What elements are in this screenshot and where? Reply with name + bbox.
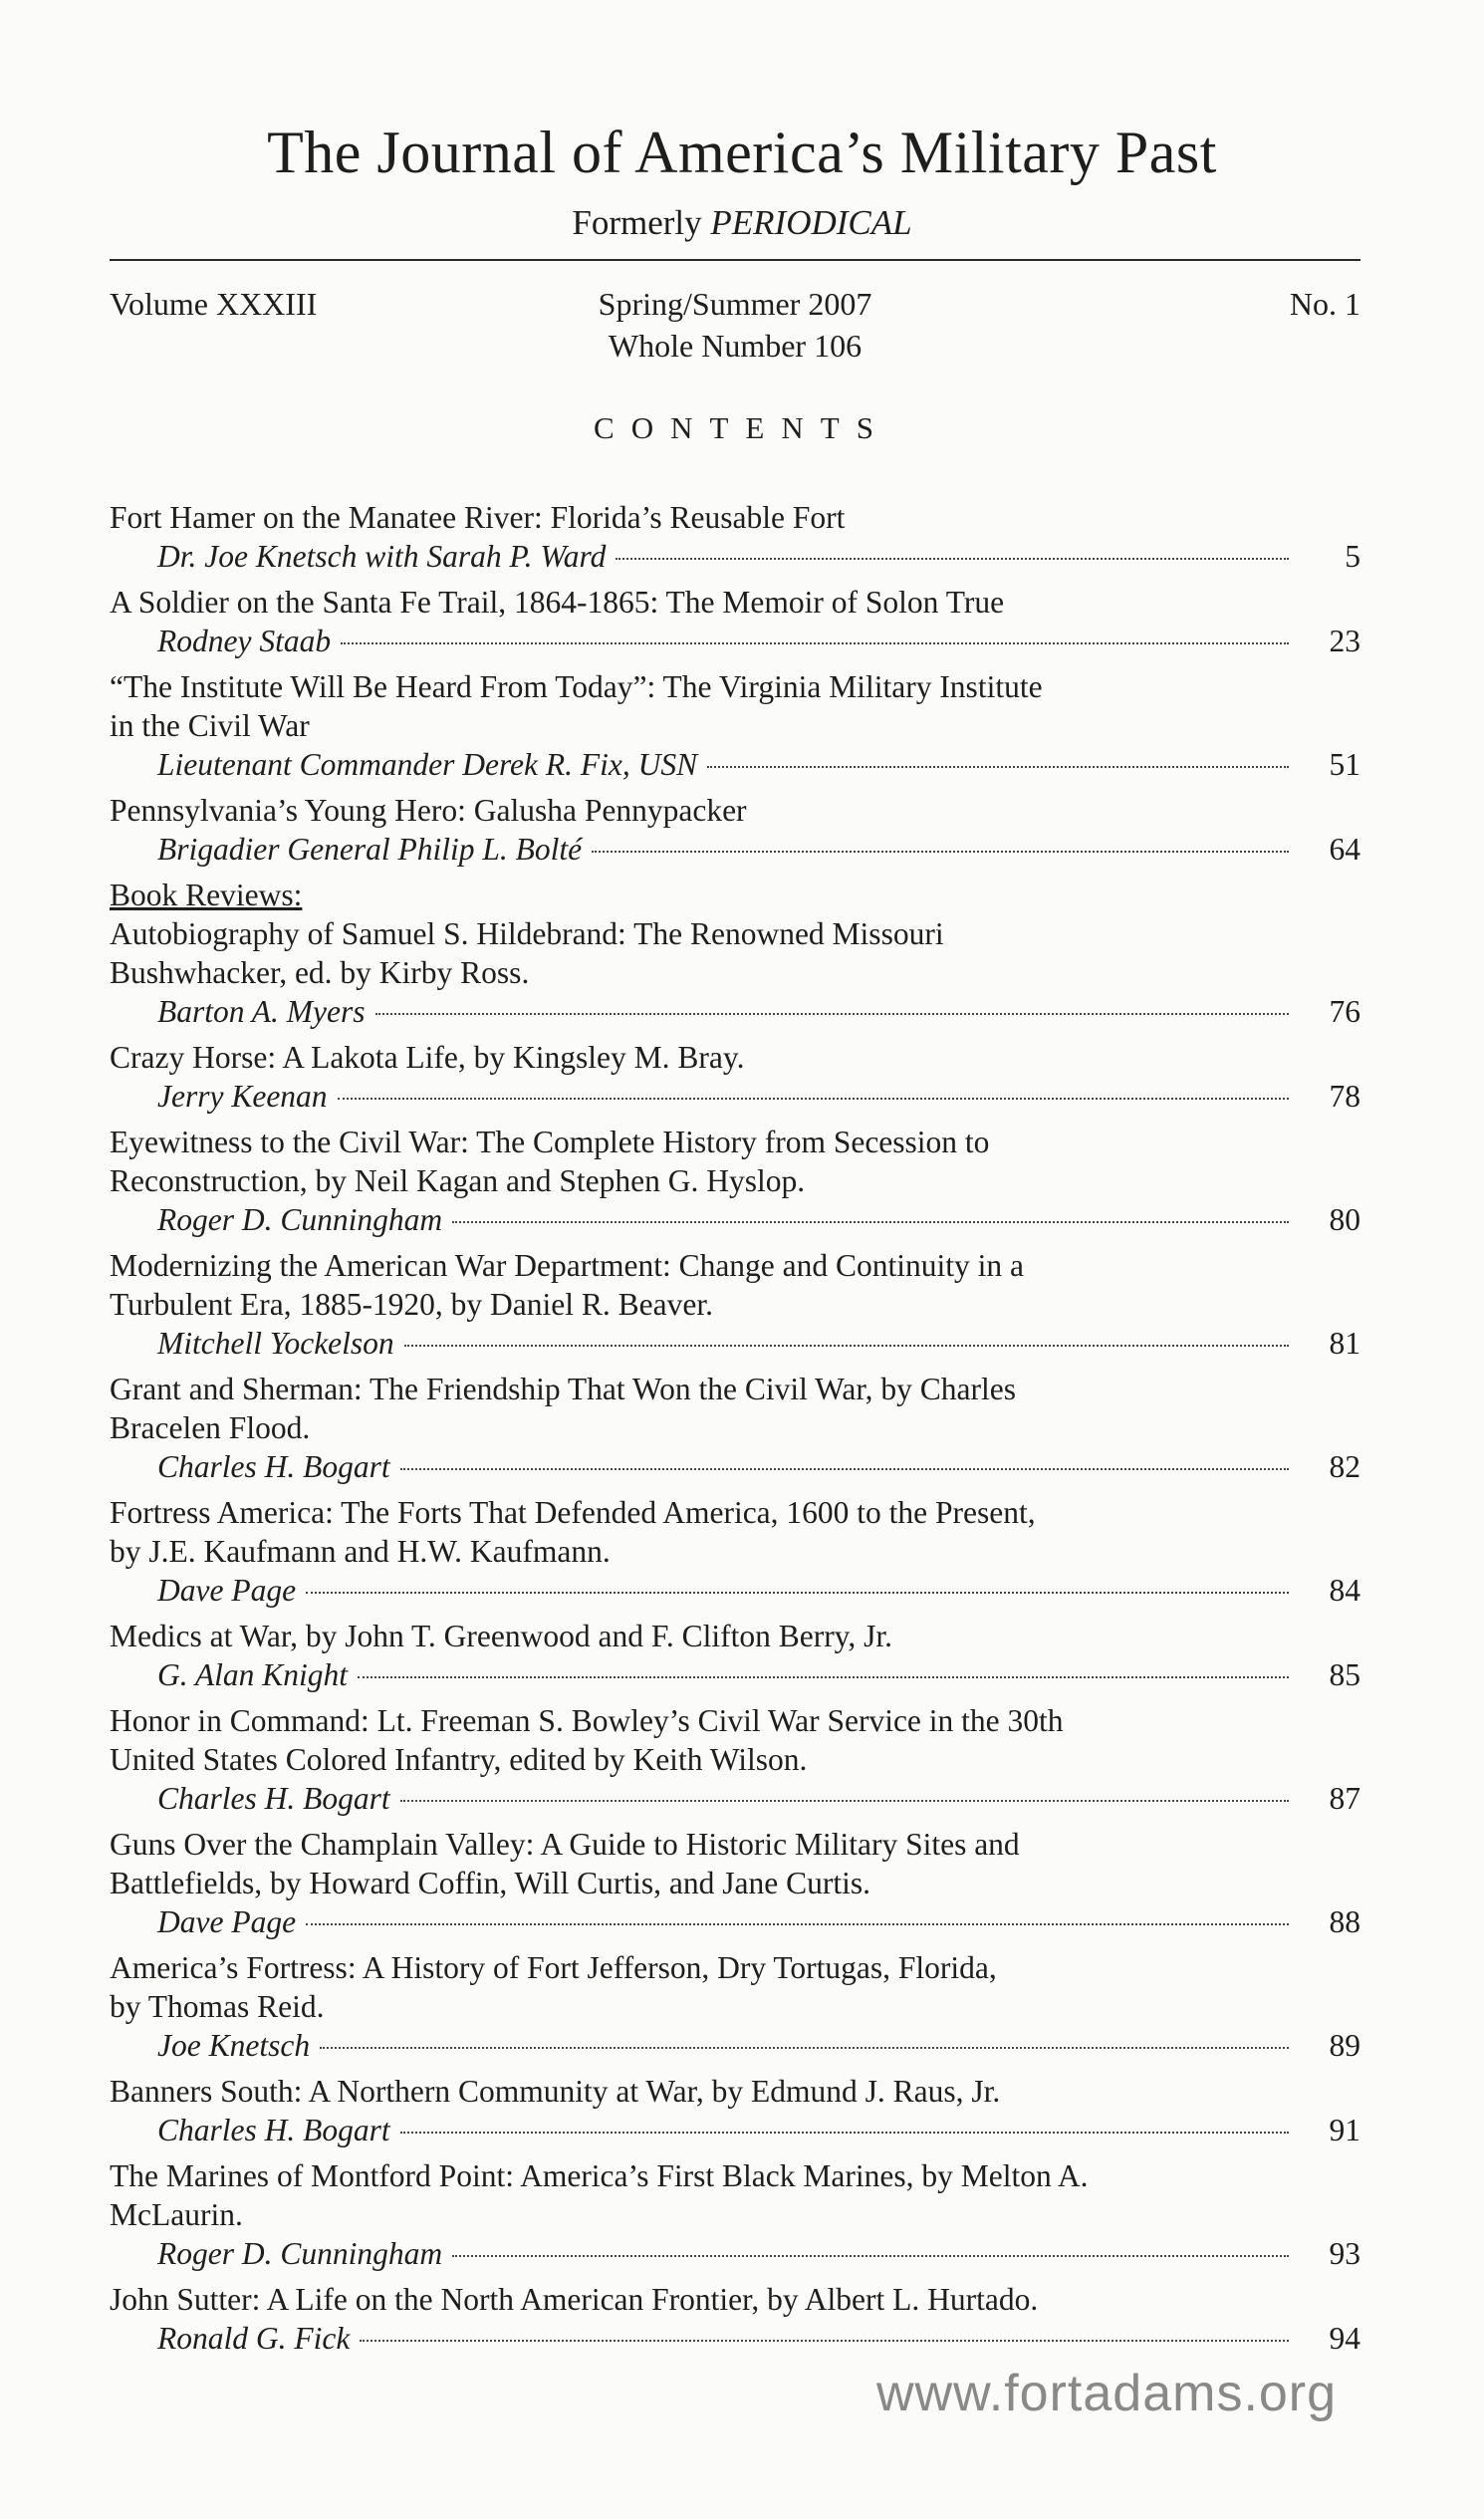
entry-page-number: 94 xyxy=(1329,2321,1360,2356)
entry-page-number: 89 xyxy=(1329,2028,1360,2063)
reviews-list xyxy=(110,914,1360,2358)
entry-byline xyxy=(110,1655,1360,1694)
dot-leader xyxy=(341,642,1289,644)
dot-leader xyxy=(592,851,1289,853)
entry-title-line: Grant and Sherman: The Friendship That Won the Civil War, by Charles xyxy=(110,1372,1016,1406)
entry-byline xyxy=(110,830,1360,869)
toc-entry xyxy=(110,1246,1360,1363)
entry-author: Rodney Staab xyxy=(157,624,332,658)
entry-title-line: Bracelen Flood. xyxy=(110,1410,311,1445)
entry-title-line: by Thomas Reid. xyxy=(110,1989,325,2024)
entry-byline xyxy=(110,1447,1360,1486)
entry-page-number: 91 xyxy=(1329,2113,1360,2147)
entry-byline xyxy=(110,1779,1360,1818)
entry-byline xyxy=(110,537,1360,576)
volume-label: Volume XXXIII xyxy=(110,286,318,322)
journal-subtitle xyxy=(0,201,1484,245)
dot-leader xyxy=(452,1221,1289,1223)
entry-title-line: Reconstruction, by Neil Kagan and Stephen G. Hyslop. xyxy=(110,1163,806,1198)
dot-leader xyxy=(452,2255,1289,2257)
entry-title-line: Modernizing the American War Department: Change and Continuity in a xyxy=(110,1248,1025,1283)
entry-page-number: 82 xyxy=(1329,1449,1360,1484)
book-reviews-label: Book Reviews: xyxy=(110,878,303,912)
entry-page-number: 76 xyxy=(1329,994,1360,1029)
toc-entry xyxy=(110,914,1360,1031)
toc-entry xyxy=(110,667,1360,784)
entry-title-line: United States Colored Infantry, edited by Keith Wilson. xyxy=(110,1742,808,1777)
header-rule xyxy=(110,259,1360,261)
whole-number-label: Whole Number 106 xyxy=(608,328,863,364)
entry-author: Lieutenant Commander Derek R. Fix, USN xyxy=(157,747,698,782)
entry-page-number: 5 xyxy=(1345,539,1360,574)
entry-title-line: by J.E. Kaufmann and H.W. Kaufmann. xyxy=(110,1534,611,1569)
issue-number-label: No. 1 xyxy=(1289,286,1360,322)
entry-author: Charles H. Bogart xyxy=(157,2113,390,2147)
entry-page-number: 93 xyxy=(1329,2236,1360,2271)
entry-author: Roger D. Cunningham xyxy=(157,1202,443,1237)
toc-entry xyxy=(110,2156,1360,2273)
entry-title-line: Battlefields, by Howard Coffin, Will Curtis, and Jane Curtis. xyxy=(110,1866,870,1900)
entry-byline xyxy=(110,2111,1360,2149)
entry-title-line: America’s Fortress: A History of Fort Jefferson, Dry Tortugas, Florida, xyxy=(110,1950,997,1985)
dot-leader xyxy=(306,1592,1289,1594)
contents-heading: CONTENTS xyxy=(594,410,890,445)
toc-entry xyxy=(110,2280,1360,2358)
masthead xyxy=(0,118,1484,245)
entry-author: G. Alan Knight xyxy=(157,1657,349,1692)
dot-leader xyxy=(400,2132,1289,2134)
entry-author: Mitchell Yockelson xyxy=(157,1326,394,1361)
entry-title-line: in the Civil War xyxy=(110,708,310,743)
entry-byline xyxy=(110,2319,1360,2358)
entry-byline xyxy=(110,2234,1360,2273)
entry-title-line: Fortress America: The Forts That Defended America, 1600 to the Present, xyxy=(110,1495,1036,1530)
entry-page-number: 23 xyxy=(1329,624,1360,658)
toc-entry xyxy=(110,1701,1360,1818)
entry-title-line: A Soldier on the Santa Fe Trail, 1864-1865: The Memoir of Solon True xyxy=(110,585,1005,620)
entry-page-number: 84 xyxy=(1329,1573,1360,1608)
entry-byline xyxy=(110,2026,1360,2065)
toc-entry xyxy=(110,1617,1360,1694)
entry-author: Dave Page xyxy=(157,1573,297,1608)
entry-author: Dr. Joe Knetsch with Sarah P. Ward xyxy=(157,539,607,574)
entry-title-line: Pennsylvania’s Young Hero: Galusha Pennypacker xyxy=(110,793,747,828)
entry-title-line: Medics at War, by John T. Greenwood and F. Clifton Berry, Jr. xyxy=(110,1619,893,1653)
entry-byline xyxy=(110,1902,1360,1941)
toc-entry xyxy=(110,1825,1360,1941)
entry-title-line: Honor in Command: Lt. Freeman S. Bowley’s Civil War Service in the 30th xyxy=(110,1703,1064,1738)
entry-title-line: Autobiography of Samuel S. Hildebrand: The Renowned Missouri xyxy=(110,916,944,951)
entry-author: Ronald G. Fick xyxy=(157,2321,351,2356)
entry-byline xyxy=(110,1200,1360,1239)
entry-title-line: Eyewitness to the Civil War: The Complete History from Secession to xyxy=(110,1125,990,1159)
toc-entry xyxy=(110,1370,1360,1486)
entry-author: Jerry Keenan xyxy=(157,1079,328,1114)
entry-author: Roger D. Cunningham xyxy=(157,2236,443,2271)
entry-page-number: 87 xyxy=(1329,1781,1360,1816)
toc-entry xyxy=(110,1493,1360,1610)
toc-entry xyxy=(110,583,1360,660)
articles-list xyxy=(110,498,1360,869)
toc-entry xyxy=(110,791,1360,869)
entry-page-number: 80 xyxy=(1329,1202,1360,1237)
dot-leader xyxy=(616,558,1289,560)
entry-page-number: 88 xyxy=(1329,1904,1360,1939)
entry-byline xyxy=(110,1571,1360,1610)
entry-title-line: Bushwhacker, ed. by Kirby Ross. xyxy=(110,955,530,990)
dot-leader xyxy=(400,1800,1289,1802)
entry-byline xyxy=(110,745,1360,784)
entry-title-line: Banners South: A Northern Community at War, by Edmund J. Raus, Jr. xyxy=(110,2074,1001,2109)
entry-author: Barton A. Myers xyxy=(157,994,366,1029)
entry-author: Brigadier General Philip L. Bolté xyxy=(157,832,583,867)
dot-leader xyxy=(320,2047,1289,2049)
subtitle-periodical: PERIODICAL xyxy=(710,203,912,242)
journal-title: The Journal of America’s Military Past xyxy=(267,120,1217,185)
dot-leader xyxy=(338,1098,1289,1100)
dot-leader xyxy=(358,1676,1289,1678)
entry-title-line: Turbulent Era, 1885-1920, by Daniel R. Beaver. xyxy=(110,1287,713,1322)
toc-entry xyxy=(110,1038,1360,1116)
entry-title-line: Fort Hamer on the Manatee River: Florida’s Reusable Fort xyxy=(110,500,846,535)
entry-author: Charles H. Bogart xyxy=(157,1781,390,1816)
entry-byline xyxy=(110,1324,1360,1363)
toc-entry xyxy=(110,2072,1360,2149)
entry-title-line: Crazy Horse: A Lakota Life, by Kingsley M. Bray. xyxy=(110,1040,745,1075)
dot-leader xyxy=(306,1923,1289,1925)
entry-byline xyxy=(110,992,1360,1031)
issue-date-block xyxy=(110,283,1360,367)
entry-author: Dave Page xyxy=(157,1904,297,1939)
entry-title-line: The Marines of Montford Point: America’s First Black Marines, by Melton A. xyxy=(110,2158,1089,2193)
entry-byline xyxy=(110,1077,1360,1116)
entry-title-line: Guns Over the Champlain Valley: A Guide to Historic Military Sites and xyxy=(110,1827,1020,1862)
entry-page-number: 85 xyxy=(1329,1657,1360,1692)
entry-author: Charles H. Bogart xyxy=(157,1449,390,1484)
entry-page-number: 78 xyxy=(1329,1079,1360,1114)
toc-entry xyxy=(110,498,1360,576)
toc-entry xyxy=(110,1948,1360,2065)
entry-byline xyxy=(110,622,1360,660)
entry-page-number: 64 xyxy=(1329,832,1360,867)
toc-entry xyxy=(110,1123,1360,1239)
entry-page-number: 81 xyxy=(1329,1326,1360,1361)
entry-author: Joe Knetsch xyxy=(157,2028,311,2063)
dot-leader xyxy=(375,1013,1289,1015)
subtitle-prefix: Formerly xyxy=(572,203,711,242)
table-of-contents xyxy=(110,498,1360,2358)
entry-page-number: 51 xyxy=(1329,747,1360,782)
dot-leader xyxy=(707,766,1289,768)
dot-leader xyxy=(400,1468,1289,1470)
dot-leader xyxy=(404,1345,1289,1347)
entry-title-line: McLaurin. xyxy=(110,2197,243,2232)
season-label: Spring/Summer 2007 xyxy=(598,286,872,322)
dot-leader xyxy=(360,2340,1289,2342)
entry-title-line: “The Institute Will Be Heard From Today”: The Virginia Military Institute xyxy=(110,669,1043,704)
site-watermark: www.fortadams.org xyxy=(876,2365,1338,2422)
entry-title-line: John Sutter: A Life on the North American Frontier, by Albert L. Hurtado. xyxy=(110,2282,1039,2317)
